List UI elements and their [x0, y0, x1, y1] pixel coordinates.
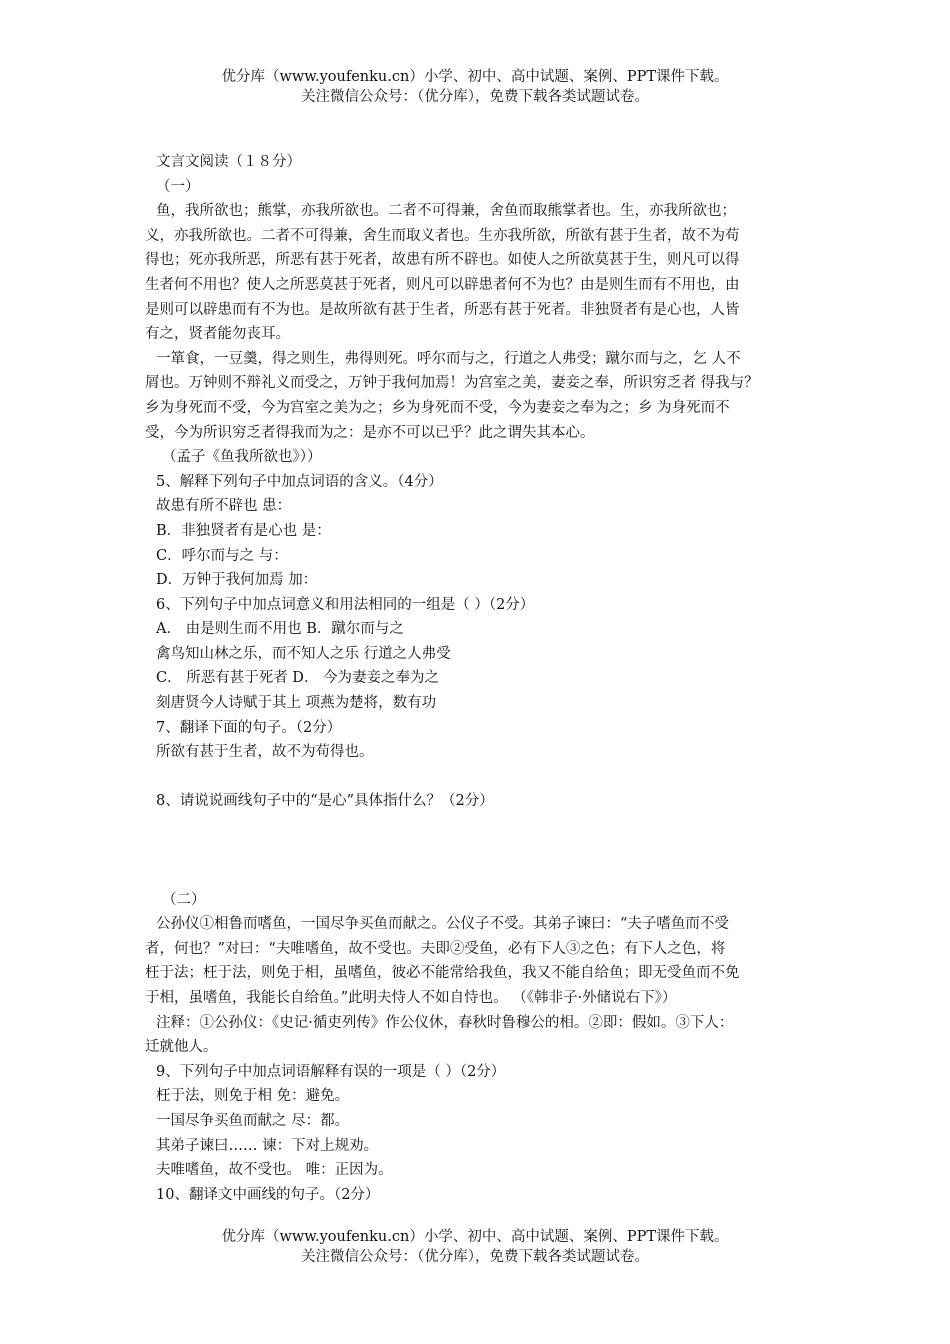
passage-line: 一箪食，一豆羹，得之则生，弗得则死。呼尔而与之，行道之人弗受；蹴尔而与之，乞 人不 — [156, 350, 741, 367]
question-line: 其弟子谏曰…… 谏：下对上规劝。 — [156, 1137, 379, 1154]
annotation-line: 迁就他人。 — [145, 1039, 218, 1056]
question-5: 5、解释下列句子中加点词语的含义。（4分） — [156, 473, 443, 490]
passage-line: 公孙仪①相鲁而嗜鱼，一国尽争买鱼而献之。公仪子不受。其弟子谏曰：“夫子嗜鱼而不受 — [156, 916, 729, 933]
passage-line: 有之，贤者能勿丧耳。 — [145, 326, 290, 343]
document-body — [145, 150, 809, 1207]
passage-line: 乡为身死而不受，今为宫室之美为之；乡为身死而不受，今为妻妾之奉为之；乡 为身死而不 — [145, 399, 730, 416]
question-line: 枉于法，则免于相 免：避免。 — [156, 1088, 350, 1105]
header-line-2: 关注微信公众号：（优分库），免费下载各类试题试卷。 — [301, 89, 649, 105]
question-line: C．呼尔而与之 与： — [156, 547, 288, 564]
page-header — [0, 67, 950, 107]
footer-line-1: 优分库（www.youfenku.cn）小学、初中、高中试题、案例、PPT课件下载。 — [221, 1229, 729, 1245]
question-10: 10、翻译文中画线的句子。（2分） — [156, 1186, 380, 1203]
questions-part1 — [145, 470, 809, 765]
question-line: 刻唐贤今人诗赋于其上 项燕为楚将，数有功 — [156, 695, 437, 712]
passage-line: 是则可以辟患而有不为也。是故所欲有甚于生者，所恶有甚于死者。非独贤者有是心也，人皆 — [145, 301, 740, 318]
passage-line: 受，今为所识穷乏者得我而为之：是亦不可以已乎？此之谓失其本心。 — [145, 424, 595, 441]
question-9: 9、下列句子中加点词语解释有误的一项是（ ）（2分） — [156, 1063, 506, 1080]
passage-line: 鱼，我所欲也；熊掌，亦我所欲也。二者不可得兼，舍鱼而取熊掌者也。生，亦我所欲也； — [156, 203, 736, 220]
question-line: 一国尽争买鱼而献之 尽：都。 — [156, 1112, 350, 1129]
passage-1 — [145, 199, 809, 470]
question-line: D．万钟于我何加焉 加： — [156, 572, 318, 589]
passage-line: 者，何也？”对曰：“夫唯嗜鱼，故不受也。夫即②受鱼，必有下人③之色；有下人之色，将 — [145, 940, 726, 957]
page-footer — [0, 1227, 950, 1267]
passage-source: （孟子《鱼我所欲也》）） — [162, 449, 322, 466]
passage-line: 生者何不用也？使人之所恶莫甚于死者，则凡可以辟患者何不为也？由是则生而有不用也，由 — [145, 276, 740, 293]
answer-space — [145, 814, 809, 863]
answer-space — [145, 863, 809, 888]
header-line-1: 优分库（www.youfenku.cn）小学、初中、高中试题、案例、PPT课件下载。 — [221, 69, 729, 85]
passage-line: 枉于法；枉于法，则免于相，虽嗜鱼，彼必不能常给我鱼，我又不能自给鱼；即无受鱼而不免 — [145, 965, 740, 982]
question-6: 6、下列句子中加点词意义和用法相同的一组是（ ）（2分） — [156, 596, 535, 613]
passage-line: 屑也。万钟则不辩礼义而受之，万钟于我何加焉！为宫室之美，妻妾之奉，所识穷乏者 得我与？ — [145, 375, 759, 392]
passage-line: 于相，虽嗜鱼，我能长自给鱼。”此明夫恃人不如自恃也。 （《韩非子·外储说右下》） — [145, 990, 677, 1006]
part1-label: （一） — [156, 178, 200, 195]
question-8: 8、请说说画线句子中的“是心”具体指什么？（2分） — [156, 793, 494, 810]
question-line: 夫唯嗜鱼，故不受也。 唯：正因为。 — [156, 1162, 393, 1179]
question-line: 禽鸟知山林之乐，而不知人之乐 行道之人弗受 — [156, 645, 451, 662]
annotation-line: 注释：①公孙仪：《史记·循吏列传》作公仪休，春秋时鲁穆公的相。②即：假如。③下人： — [156, 1014, 734, 1031]
question-7: 7、翻译下面的句子。（2分） — [156, 719, 342, 736]
passage-line: 义，亦我所欲也。二者不可得兼，舍生而取义者也。生亦我所欲，所欲有甚于生者，故不为苟 — [145, 227, 740, 244]
question-line: C． 所恶有甚于死者 D． 今为妻妾之奉为之 — [156, 670, 440, 687]
passage-line: 得也；死亦我所恶，所恶有甚于死者，故患有所不辟也。如使人之所欲莫甚于生，则凡可以得 — [145, 252, 740, 269]
answer-space — [145, 765, 809, 790]
part2-label: （二） — [162, 891, 206, 908]
questions-part2 — [145, 1060, 809, 1208]
section-title: 文言文阅读（１８分） — [156, 154, 301, 170]
passage-2 — [145, 912, 809, 1060]
question-line: 所欲有甚于生者，故不为苟得也。 — [156, 744, 374, 761]
question-line: 故患有所不辟也 患： — [156, 498, 292, 515]
question-line: B．非独贤者有是心也 是： — [156, 522, 331, 539]
footer-line-2: 关注微信公众号：（优分库），免费下载各类试题试卷。 — [301, 1249, 649, 1265]
question-line: A． 由是则生而不用也 B．蹴尔而与之 — [156, 621, 404, 638]
